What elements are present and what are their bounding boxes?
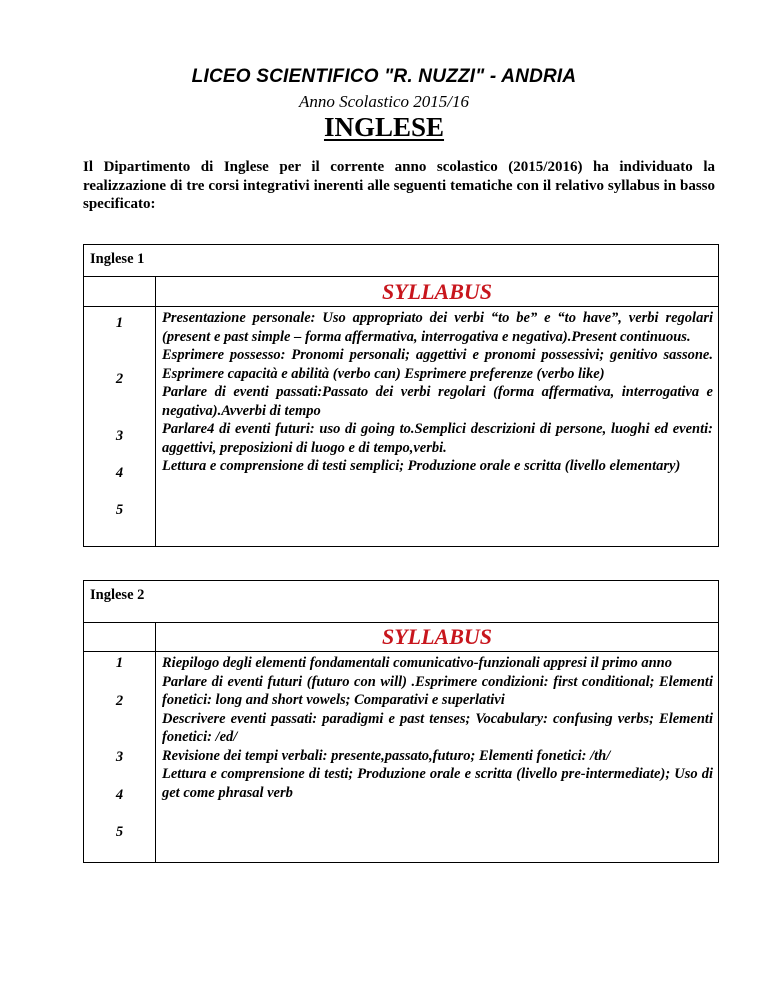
course-name: Inglese 1	[84, 245, 719, 277]
item-number: 1	[115, 655, 124, 671]
item-number: 2	[115, 371, 124, 387]
school-name: LICEO SCIENTIFICO "R. NUZZI" - ANDRIA	[191, 66, 577, 87]
syllabus-item: Parlare di eventi futuri (futuro con will) .Esprimere condizioni: first conditional; Elementi fonetici: long and short vowels; Comparativi e superlativi	[162, 673, 713, 708]
course-table-1	[83, 244, 719, 547]
item-number: 4	[115, 787, 124, 803]
intro-paragraph: Il Dipartimento di Inglese per il corrente anno scolastico (2015/2016) ha individuato la realizzazione di tre corsi integrativi inerenti alle seguenti tematiche con il relativo syllabus in basso specificato:	[83, 159, 715, 212]
syllabus-item: Presentazione personale: Uso appropriato dei verbi “to be” e “to have”, verbi regolari (present e past simple – forma affermativa, interrogativa e negativa).Present continuous.	[162, 310, 713, 345]
syllabus-item: Revisione dei tempi verbali: presente,passato,futuro; Elementi fonetici: /th/	[162, 747, 611, 764]
item-numbers	[84, 307, 156, 547]
item-number: 2	[115, 693, 124, 709]
syllabus-items	[156, 652, 719, 863]
syllabus-item: Esprimere possesso: Pronomi personali; aggettivi e pronomi possessivi; genitivo sassone. Esprimere capacità e abilità (verbo can) Esprimere preferenze (verbo like)	[162, 347, 713, 382]
course-name: Inglese 2	[84, 581, 719, 623]
syllabus-item: Riepilogo degli elementi fondamentali comunicativo-funzionali appresi il primo anno	[162, 655, 672, 671]
school-year: Anno Scolastico 2015/16	[299, 92, 469, 111]
syllabus-item: Parlare4 di eventi futuri: uso di going to.Semplici descrizioni di persone, luoghi ed eventi: aggettivi, preposizioni di luogo e di tempo,verbi.	[162, 421, 713, 456]
syllabus-item: Lettura e comprensione di testi; Produzione orale e scritta (livello pre-intermediate); Uso di get come phrasal verb	[162, 766, 713, 801]
syllabus-items	[156, 307, 719, 547]
item-number: 5	[115, 824, 124, 840]
subject-title: INGLESE	[323, 112, 445, 142]
syllabus-title: SYLLABUS	[156, 623, 719, 652]
syllabus-item: Parlare di eventi passati:Passato dei verbi regolari (forma affermativa, interrogativa e negativa).Avverbi di tempo	[162, 384, 713, 419]
item-number: 1	[115, 315, 124, 331]
course-table-2	[83, 580, 719, 863]
syllabus-item: Descrivere eventi passati: paradigmi e past tenses; Vocabulary: confusing verbs; Elementi fonetici: /ed/	[162, 710, 713, 745]
item-numbers	[84, 652, 156, 863]
item-number: 4	[115, 465, 124, 481]
item-number: 3	[115, 749, 124, 765]
syllabus-item: Lettura e comprensione di testi semplici; Produzione orale e scritta (livello elementary)	[162, 458, 681, 474]
item-number: 3	[115, 428, 124, 444]
syllabus-title: SYLLABUS	[156, 277, 719, 307]
item-number: 5	[115, 502, 124, 518]
